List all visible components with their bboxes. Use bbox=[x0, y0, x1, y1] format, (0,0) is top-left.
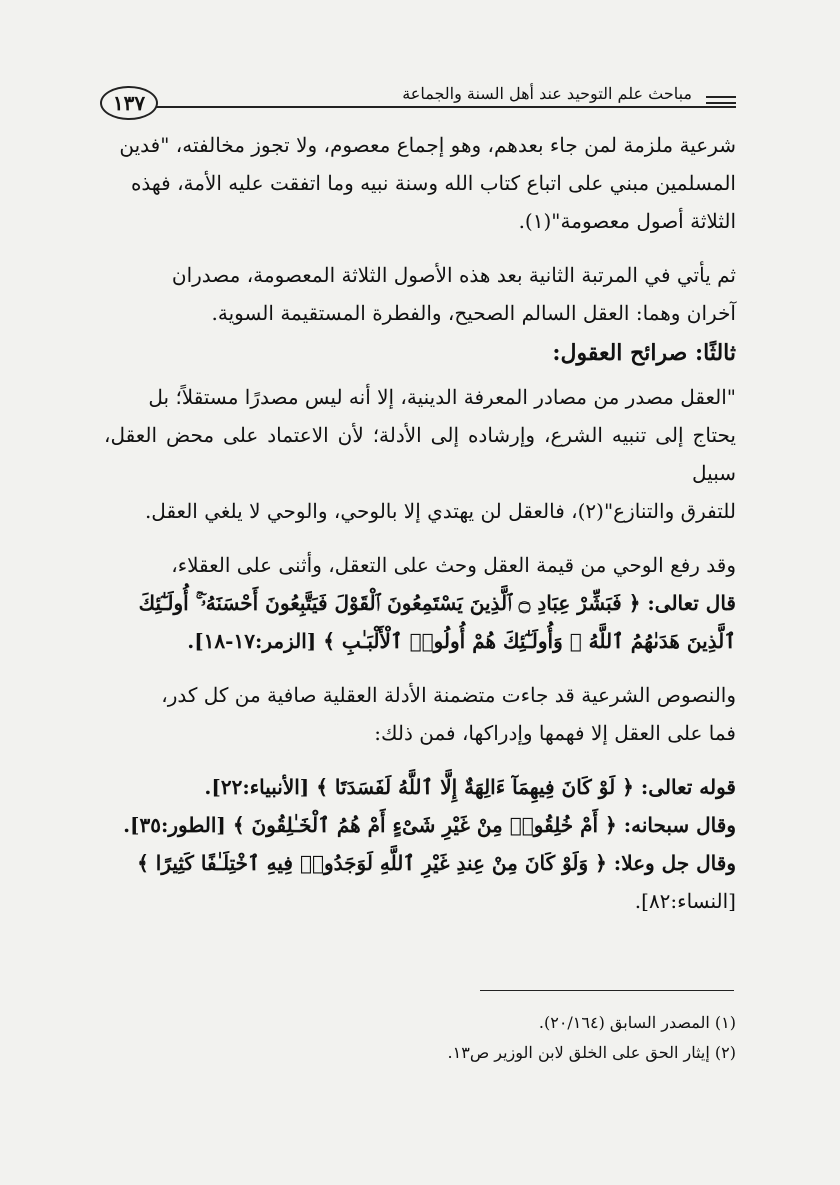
footnote: (١) المصدر السابق (٢٠/١٦٤). bbox=[538, 1013, 736, 1032]
text-line: [النساء:٨٢]. bbox=[634, 889, 736, 913]
page-number: ١٣٧ bbox=[100, 86, 158, 120]
footnote-separator bbox=[480, 990, 734, 991]
text-line: يحتاج إلى تنبيه الشرع، وإرشاده إلى الأدلة؛ لأن الاعتماد على محض العقل، سبيل bbox=[104, 423, 736, 485]
text-line: للتفرق والتنازع"(٢)، فالعقل لن يهتدي إلا بالوحي، والوحي لا يلغي العقل. bbox=[144, 499, 736, 523]
text-line: شرعية ملزمة لمن جاء بعدهم، وهو إجماع معصوم، ولا تجوز مخالفته، "فدين bbox=[119, 133, 736, 157]
text-line: ثم يأتي في المرتبة الثانية بعد هذه الأصول الثلاثة المعصومة، مصدران bbox=[171, 263, 736, 287]
header-rule bbox=[156, 106, 736, 108]
text-line: المسلمين مبني على اتباع كتاب الله وسنة نبيه وما اتفقت عليه الأمة، فهذه bbox=[130, 171, 736, 195]
text-line: وقد رفع الوحي من قيمة العقل وحث على التعقل، وأثنى على العقلاء، bbox=[171, 553, 736, 577]
text-line: "العقل مصدر من مصادر المعرفة الدينية، إلا أنه ليس مصدرًا مستقلاً؛ بل bbox=[148, 385, 736, 409]
text-line: الثلاثة أصول معصومة"(١). bbox=[518, 209, 736, 233]
quran-verse-line: قوله تعالى: ﴿ لَوْ كَانَ فِيهِمَآ ءَالِهَةٌ إِلَّا ٱللَّهُ لَفَسَدَتَا ﴾ [الأنبياء:٢٢]. bbox=[204, 775, 736, 799]
page-header bbox=[100, 84, 736, 120]
text-line: آخران وهما: العقل السالم الصحيح، والفطرة المستقيمة السوية. bbox=[211, 301, 736, 325]
main-text bbox=[104, 126, 736, 920]
running-title: مباحث علم التوحيد عند أهل السنة والجماعة bbox=[394, 84, 700, 103]
quran-verse-line: ٱلَّذِينَ هَدَىٰهُمُ ٱللَّهُ ۖ وَأُولَـٰٓئِكَ هُمْ أُولُوا۟ ٱلْأَلْبَـٰبِ ﴾ [الزمر:١٧-١٨]. bbox=[187, 629, 736, 653]
text-line: فما على العقل إلا فهمها وإدراكها، فمن ذلك: bbox=[374, 721, 736, 745]
footnote: (٢) إيثار الحق على الخلق لابن الوزير ص١٣. bbox=[447, 1043, 736, 1062]
footnotes bbox=[104, 1008, 736, 1068]
header-ornament bbox=[706, 96, 736, 104]
quran-verse-line: وقال جل وعلا: ﴿ وَلَوْ كَانَ مِنْ عِندِ غَيْرِ ٱللَّهِ لَوَجَدُوا۟ فِيهِ ٱخْتِلَـٰفًا كَثِيرًا ﴾ bbox=[137, 851, 736, 875]
section-heading: ثالثًا: صرائح العقول: bbox=[552, 340, 736, 366]
text-line: والنصوص الشرعية قد جاءت متضمنة الأدلة العقلية صافية من كل كدر، bbox=[161, 683, 736, 707]
quran-verse-line: وقال سبحانه: ﴿ أَمْ خُلِقُوا۟ مِنْ غَيْرِ شَىْءٍ أَمْ هُمُ ٱلْخَـٰلِقُونَ ﴾ [الطور:٣٥]. bbox=[123, 813, 736, 837]
quran-verse-line: قال تعالى: ﴿ فَبَشِّرْ عِبَادِ ۝ ٱلَّذِينَ يَسْتَمِعُونَ ٱلْقَوْلَ فَيَتَّبِعُونَ أَحْسَنَهُۥٓ ۚ أُولَـٰٓئِكَ bbox=[138, 591, 736, 615]
